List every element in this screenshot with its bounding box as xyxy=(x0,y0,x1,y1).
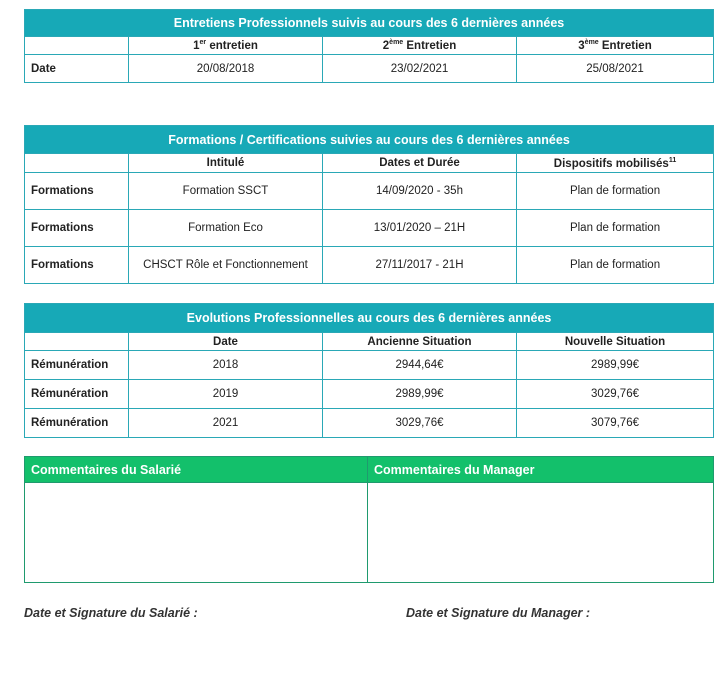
header-intitule: Intitulé xyxy=(129,154,323,173)
commentaires-manager-field[interactable] xyxy=(368,483,714,583)
nouvelle-cell: 3029,76€ xyxy=(517,380,714,409)
table-row xyxy=(25,173,714,210)
commentaires-manager-label: Commentaires du Manager xyxy=(368,457,714,483)
row-label: Formations xyxy=(25,210,129,247)
header-nouvelle-situation: Nouvelle Situation xyxy=(517,333,714,351)
table-row xyxy=(25,351,714,380)
entretiens-table xyxy=(24,9,714,83)
table-row xyxy=(25,409,714,438)
intitule-cell: CHSCT Rôle et Fonctionnement xyxy=(129,247,323,284)
entretiens-title: Entretiens Professionnels suivis au cours des 6 dernières années xyxy=(25,10,714,37)
dates-cell: 14/09/2020 - 35h xyxy=(323,173,517,210)
evolutions-table xyxy=(24,303,714,438)
ancienne-cell: 2989,99€ xyxy=(323,380,517,409)
formations-table xyxy=(24,125,714,284)
header-dispositifs: Dispositifs mobilisés$^{11}$ xyxy=(517,154,714,173)
row-label: Date xyxy=(25,55,129,83)
dispositif-cell: Plan de formation xyxy=(517,173,714,210)
date-cell: 23/02/2021 xyxy=(323,55,517,83)
row-label: Rémunération xyxy=(25,351,129,380)
commentaires-salarie-label: Commentaires du Salarié xyxy=(25,457,368,483)
table-row xyxy=(25,247,714,284)
commentaires-salarie-field[interactable] xyxy=(25,483,368,583)
row-label: Rémunération xyxy=(25,380,129,409)
date-cell: 2018 xyxy=(129,351,323,380)
ancienne-cell: 3029,76€ xyxy=(323,409,517,438)
date-cell: 20/08/2018 xyxy=(129,55,323,83)
header-entretien-1: 1er entretien xyxy=(129,37,323,55)
dates-cell: 27/11/2017 - 21H xyxy=(323,247,517,284)
signature-manager-label: Date et Signature du Manager : xyxy=(406,606,591,620)
dates-cell: 13/01/2020 – 21H xyxy=(323,210,517,247)
header-entretien-3: 3ème Entretien xyxy=(517,37,714,55)
header-ancienne-situation: Ancienne Situation xyxy=(323,333,517,351)
evolutions-title: Evolutions Professionnelles au cours des 6 dernières années xyxy=(25,304,714,333)
header-entretien-2: 2ème Entretien xyxy=(323,37,517,55)
signature-salarie-label: Date et Signature du Salarié : xyxy=(24,606,198,620)
table-row xyxy=(25,210,714,247)
date-cell: 2021 xyxy=(129,409,323,438)
nouvelle-cell: 2989,99€ xyxy=(517,351,714,380)
nouvelle-cell: 3079,76€ xyxy=(517,409,714,438)
row-label: Rémunération xyxy=(25,409,129,438)
commentaires-table xyxy=(24,456,714,583)
dispositif-cell: Plan de formation xyxy=(517,247,714,284)
formations-title: Formations / Certifications suivies au cours des 6 dernières années xyxy=(25,126,714,154)
header-dates-duree: Dates et Durée xyxy=(323,154,517,173)
header-date: Date xyxy=(129,333,323,351)
dispositif-cell: Plan de formation xyxy=(517,210,714,247)
row-label: Formations xyxy=(25,247,129,284)
ancienne-cell: 2944,64€ xyxy=(323,351,517,380)
table-row xyxy=(25,55,714,83)
table-row xyxy=(25,380,714,409)
date-cell: 25/08/2021 xyxy=(517,55,714,83)
row-label: Formations xyxy=(25,173,129,210)
date-cell: 2019 xyxy=(129,380,323,409)
intitule-cell: Formation SSCT xyxy=(129,173,323,210)
intitule-cell: Formation Eco xyxy=(129,210,323,247)
